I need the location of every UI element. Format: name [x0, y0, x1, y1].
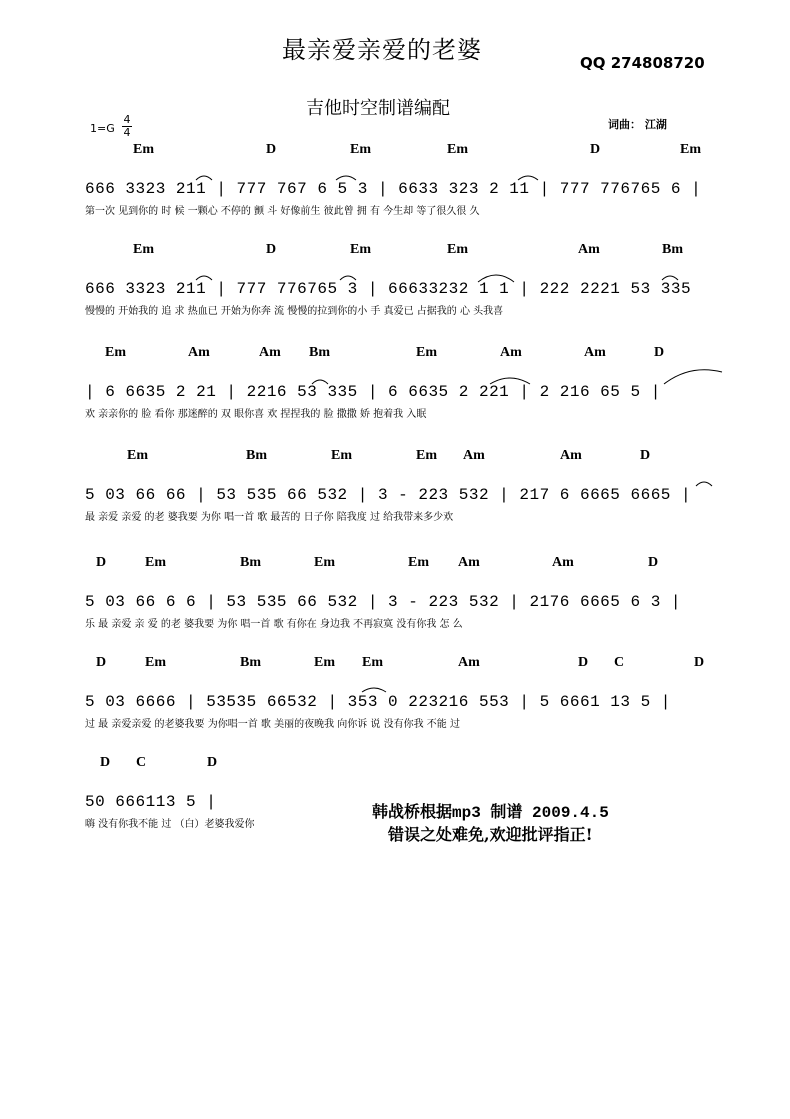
chord: Em [133, 142, 154, 157]
lyrics-row [0, 715, 790, 731]
chord: Em [416, 345, 437, 360]
notation-row [0, 278, 790, 304]
chord: D [266, 142, 277, 157]
chord: Em [447, 142, 468, 157]
chord: Am [552, 555, 574, 570]
chord: Am [259, 345, 281, 360]
chord: Em [680, 142, 701, 157]
chord: Em [416, 448, 437, 463]
chord: Bm [662, 242, 683, 257]
lyrics-text: 乐 最 亲爱 亲 爱 的老 婆我要 为你 唱一首 歌 有你在 身边我 不再寂寞 没有你我 怎 么 [85, 619, 463, 630]
lyrics-music-credits: 词曲： 江湖 [608, 118, 667, 131]
chord: D [207, 755, 218, 770]
chord: Em [314, 555, 335, 570]
chord-row [0, 755, 790, 775]
chord: Bm [309, 345, 330, 360]
chord: Em [350, 242, 371, 257]
chord: D [694, 655, 705, 670]
chord: Em [362, 655, 383, 670]
lyrics-row [0, 508, 790, 524]
lyrics-row [0, 302, 790, 318]
lyrics-row [0, 202, 790, 218]
key-signature: 1=G [90, 122, 115, 135]
chord-row [0, 345, 790, 365]
chord: D [96, 655, 107, 670]
lyrics-row [0, 405, 790, 421]
jianpu-notes: | 6 6635 2 21 | 2216 53 335 | 6 6635 2 221 | 2 216 65 5 | [85, 383, 661, 401]
score-system-4 [0, 448, 790, 548]
time-signature [122, 114, 132, 139]
chord: C [614, 655, 625, 670]
chord: D [654, 345, 665, 360]
chord: C [136, 755, 147, 770]
lyrics-text: 第一次 见到你的 时 候 一颗心 不停的 颤 斗 好像前生 彼此曾 拥 有 今生却 等了很久很 久 [85, 206, 480, 217]
chord: D [100, 755, 111, 770]
chord: Am [188, 345, 210, 360]
score-system-5 [0, 555, 790, 655]
chord: Am [578, 242, 600, 257]
chord: Am [458, 655, 480, 670]
chord: Bm [240, 555, 261, 570]
chord: D [578, 655, 589, 670]
jianpu-notes: 50 666113 5 | [85, 793, 217, 811]
chord: Em [145, 655, 166, 670]
arranger-subtitle: 吉他时空制谱编配 [306, 98, 450, 119]
errata-note: 错误之处难免,欢迎批评指正! [388, 825, 593, 844]
score-system-1 [0, 142, 790, 242]
notation-row [0, 484, 790, 510]
chord: Em [408, 555, 429, 570]
score-system-3 [0, 345, 790, 445]
chord: Am [500, 345, 522, 360]
notation-row [0, 691, 790, 717]
lyrics-row [0, 615, 790, 631]
chord-row [0, 555, 790, 575]
chord: D [648, 555, 659, 570]
notation-row [0, 591, 790, 617]
notation-row [0, 381, 790, 407]
chord: Am [584, 345, 606, 360]
chord: D [96, 555, 107, 570]
chord: Em [331, 448, 352, 463]
chord: Em [127, 448, 148, 463]
score-system-2 [0, 242, 790, 342]
chord-row [0, 242, 790, 262]
chord: D [266, 242, 277, 257]
notation-row [0, 178, 790, 204]
song-title: 最亲爱亲爱的老婆 [282, 36, 482, 64]
chord: Em [145, 555, 166, 570]
chord-row [0, 655, 790, 675]
chord: Em [314, 655, 335, 670]
lyrics-text: 过 最 亲爱亲爱 的老婆我要 为你唱一首 歌 美丽的夜晚我 向你诉 说 没有你我 不能 过 [85, 719, 460, 730]
jianpu-notes: 5 03 6666 | 53535 66532 | 353 0 223216 553 | 5 6661 13 5 | [85, 693, 671, 711]
chord: Em [447, 242, 468, 257]
qq-number: QQ 274808720 [580, 54, 705, 72]
chord: Am [463, 448, 485, 463]
jianpu-notes: 666 3323 211 | 777 767 6 5 3 | 6633 323 2 11 | 777 776765 6 | [85, 180, 702, 198]
transcriber-note: 韩战桥根据mp3 制谱 2009.4.5 [372, 804, 609, 822]
chord: Am [560, 448, 582, 463]
lyrics-text: 慢慢的 开始我的 追 求 热血已 开始为你奔 流 慢慢的拉到你的小 手 真爱已 占据我的 心 头我喜 [85, 306, 504, 317]
jianpu-notes: 666 3323 211 | 777 776765 3 | 66633232 1 1 | 222 2221 53 335 [85, 280, 692, 298]
chord: Bm [240, 655, 261, 670]
chord: Em [105, 345, 126, 360]
lyrics-text: 嗨 没有你我不能 过 （白）老婆我爱你 [85, 819, 255, 830]
chord-row [0, 142, 790, 162]
chord: Bm [246, 448, 267, 463]
lyrics-text: 欢 亲亲你的 脸 看你 那迷醉的 双 眼你喜 欢 捏捏我的 脸 撒撒 娇 抱着我 入眠 [85, 409, 427, 420]
lyrics-text: 最 亲爱 亲爱 的老 婆我要 为你 唱一首 歌 最苦的 日子你 陪我度 过 给我带来多少欢 [85, 512, 454, 523]
chord: Em [133, 242, 154, 257]
chord: Em [350, 142, 371, 157]
jianpu-notes: 5 03 66 6 6 | 53 535 66 532 | 3 - 223 532 | 2176 6665 6 3 | [85, 593, 681, 611]
chord: Am [458, 555, 480, 570]
jianpu-notes: 5 03 66 66 | 53 535 66 532 | 3 - 223 532 | 217 6 6665 6665 | [85, 486, 692, 504]
score-system-6 [0, 655, 790, 755]
time-signature-top: 4 [123, 113, 131, 126]
time-signature-bottom: 4 [123, 126, 131, 139]
chord: D [640, 448, 651, 463]
chord: D [590, 142, 601, 157]
chord-row [0, 448, 790, 468]
